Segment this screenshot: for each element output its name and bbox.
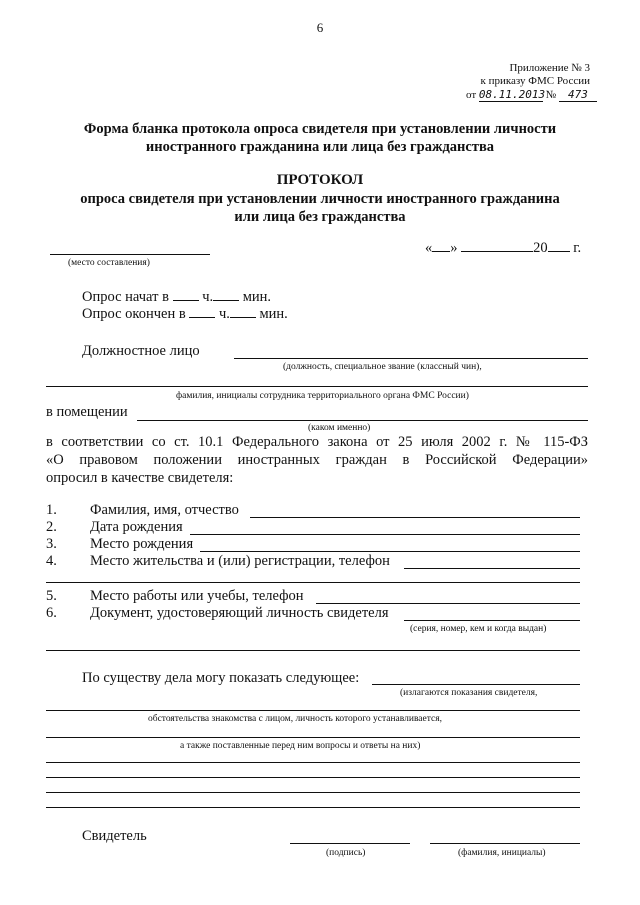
testimony-caption2: обстоятельства знакомства с лицом, личность которого устанавливается, bbox=[148, 714, 442, 724]
start-minutes-field[interactable] bbox=[213, 300, 239, 301]
form-title-line1: Форма бланка протокола опроса свидетеля при установлении личности bbox=[83, 121, 557, 137]
field-4-line2[interactable] bbox=[46, 582, 580, 583]
testimony-line5[interactable] bbox=[46, 777, 580, 778]
signature-name-caption: (фамилия, инициалы) bbox=[458, 848, 546, 858]
official-line[interactable] bbox=[234, 358, 588, 359]
field-1-line[interactable] bbox=[250, 517, 580, 518]
start-row bbox=[82, 289, 271, 306]
field-1-label: Фамилия, имя, отчество bbox=[90, 502, 239, 518]
appendix-date-value: 08.11.2013 bbox=[478, 88, 546, 101]
field-5-num: 5. bbox=[46, 588, 57, 604]
official-caption1: (должность, специальное звание (классный чин), bbox=[283, 362, 482, 372]
field-4-label: Место жительства и (или) регистрации, телефон bbox=[90, 553, 390, 569]
testimony-line7[interactable] bbox=[46, 807, 580, 808]
end-hours-unit: ч. bbox=[218, 306, 230, 322]
testimony-line1[interactable] bbox=[372, 684, 580, 685]
date-open-quote: « bbox=[425, 240, 433, 256]
start-hours-unit: ч. bbox=[202, 289, 214, 305]
year-suffix: г. bbox=[573, 240, 582, 256]
place-line[interactable] bbox=[50, 254, 210, 255]
premises-label: в помещении bbox=[46, 404, 128, 420]
law-text-line3: опросил в качестве свидетеля: bbox=[46, 470, 234, 486]
start-minutes-unit: мин. bbox=[242, 289, 272, 305]
testimony-line3[interactable] bbox=[46, 737, 580, 738]
start-label: Опрос начат в bbox=[82, 289, 169, 305]
testimony-line2[interactable] bbox=[46, 710, 580, 711]
field-5-label: Место работы или учебы, телефон bbox=[90, 588, 304, 604]
appendix-line1: Приложение № 3 bbox=[509, 62, 590, 74]
end-minutes-field[interactable] bbox=[230, 317, 256, 318]
law-text-line1: в соответствии со ст. 10.1 Федерального закона от 25 июля 2002 г. № 115-ФЗ bbox=[46, 434, 588, 450]
field-2-label: Дата рождения bbox=[90, 519, 183, 535]
field-3-label: Место рождения bbox=[90, 536, 194, 552]
year-field[interactable] bbox=[548, 251, 570, 252]
field-2-num: 2. bbox=[46, 519, 57, 535]
testimony-caption3: а также поставленные перед ним вопросы и ответы на них) bbox=[180, 741, 421, 751]
date-close-quote: » bbox=[450, 240, 458, 256]
testimony-line4[interactable] bbox=[46, 762, 580, 763]
appendix-date-row bbox=[466, 88, 597, 102]
field-4-num: 4. bbox=[46, 553, 57, 569]
testimony-line6[interactable] bbox=[46, 792, 580, 793]
protocol-subtitle-line1: опроса свидетеля при установлении личности иностранного гражданина bbox=[80, 191, 560, 207]
signature-line[interactable] bbox=[290, 843, 410, 844]
form-title-line2: иностранного гражданина или лица без гражданства bbox=[145, 139, 495, 155]
date-row bbox=[425, 240, 581, 257]
end-label: Опрос окончен в bbox=[82, 306, 186, 322]
end-hours-field[interactable] bbox=[189, 317, 215, 318]
page-number: 6 bbox=[316, 20, 324, 35]
premises-line[interactable] bbox=[137, 420, 588, 421]
appendix-date-prefix: от bbox=[466, 89, 477, 101]
appendix-num-prefix: № bbox=[545, 89, 557, 101]
signature-label: Свидетель bbox=[82, 828, 147, 844]
field-2-line[interactable] bbox=[190, 534, 580, 535]
field-5-line[interactable] bbox=[316, 603, 580, 604]
appendix-line2: к приказу ФМС России bbox=[480, 75, 590, 87]
appendix-num-value: 473 bbox=[559, 88, 597, 102]
signature-caption: (подпись) bbox=[326, 848, 366, 858]
official-caption2: фамилия, инициалы сотрудника территориального органа ФМС России) bbox=[176, 391, 469, 401]
end-row bbox=[82, 306, 288, 323]
field-6-line2[interactable] bbox=[46, 650, 580, 651]
field-3-line[interactable] bbox=[200, 551, 580, 552]
testimony-label: По существу дела могу показать следующее: bbox=[82, 670, 360, 686]
signature-name-line[interactable] bbox=[430, 843, 580, 844]
day-field[interactable] bbox=[432, 251, 450, 252]
year-prefix: 20 bbox=[533, 240, 548, 256]
field-1-num: 1. bbox=[46, 502, 57, 518]
doc-caption: (серия, номер, кем и когда выдан) bbox=[410, 624, 547, 634]
start-hours-field[interactable] bbox=[173, 300, 199, 301]
field-3-num: 3. bbox=[46, 536, 57, 552]
premises-caption: (каком именно) bbox=[308, 423, 371, 433]
end-minutes-unit: мин. bbox=[259, 306, 288, 322]
official-label: Должностное лицо bbox=[82, 343, 200, 359]
place-caption: (место составления) bbox=[68, 258, 150, 268]
protocol-heading: ПРОТОКОЛ bbox=[276, 172, 364, 188]
field-6-num: 6. bbox=[46, 605, 57, 621]
month-field[interactable] bbox=[461, 251, 533, 252]
testimony-caption1: (излагаются показания свидетеля, bbox=[400, 688, 538, 698]
official-name-line[interactable] bbox=[46, 386, 588, 387]
field-6-line[interactable] bbox=[404, 620, 580, 621]
field-6-label: Документ, удостоверяющий личность свидетеля bbox=[90, 605, 389, 621]
protocol-subtitle-line2: или лица без гражданства bbox=[234, 209, 406, 225]
law-text-line2: «О правовом положении иностранных граждан в Российской Федерации» bbox=[46, 452, 588, 468]
field-4-line[interactable] bbox=[404, 568, 580, 569]
